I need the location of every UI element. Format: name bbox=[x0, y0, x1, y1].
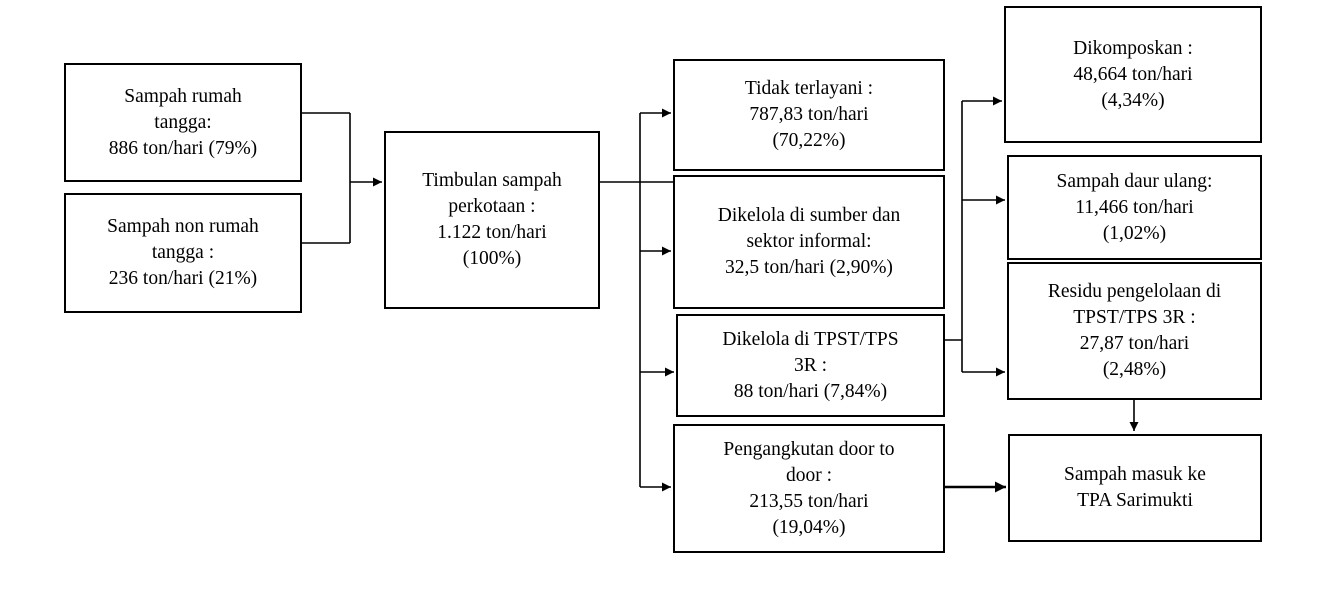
node-managed-at-tpst-line-2: 3R : bbox=[793, 354, 828, 376]
node-recycled-line-3: (1,02%) bbox=[1102, 222, 1167, 244]
node-door-to-door-collection-line-1: Pengangkutan door to bbox=[723, 438, 895, 460]
node-non-household-waste bbox=[64, 193, 302, 313]
node-composted-line-1: Dikomposkan : bbox=[1073, 37, 1193, 59]
node-non-household-waste-line-1: Sampah non rumah bbox=[107, 216, 259, 237]
node-non-household-waste-line-3: 236 ton/hari (21%) bbox=[108, 268, 258, 289]
node-managed-at-tpst-line-1: Dikelola di TPST/TPS bbox=[722, 328, 899, 350]
node-managed-at-tpst-line-3: 88 ton/hari (7,84%) bbox=[733, 380, 888, 402]
node-unserved-line-2: 787,83 ton/hari bbox=[749, 104, 869, 125]
node-door-to-door-collection-line-4: (19,04%) bbox=[772, 516, 846, 538]
node-unserved-line-3: (70,22%) bbox=[772, 130, 846, 151]
node-managed-at-source-informal-line-3: 32,5 ton/hari (2,90%) bbox=[725, 257, 893, 278]
node-landfill-sarimukti-line-1: Sampah masuk ke bbox=[1064, 464, 1206, 485]
node-composted-line-2: 48,664 ton/hari bbox=[1073, 63, 1193, 85]
node-processing-residue-line-2: TPST/TPS 3R : bbox=[1073, 307, 1196, 328]
node-total-urban-waste-line-2: perkotaan : bbox=[448, 196, 536, 217]
node-managed-at-source-informal-line-2: sektor informal: bbox=[746, 231, 872, 252]
node-household-waste-line-1: Sampah rumah bbox=[124, 85, 242, 107]
node-total-urban-waste bbox=[384, 131, 600, 309]
node-processing-residue bbox=[1007, 262, 1262, 400]
node-household-waste-line-3: 886 ton/hari (79%) bbox=[108, 137, 258, 159]
node-total-urban-waste-line-1: Timbulan sampah bbox=[422, 170, 562, 191]
node-landfill-sarimukti-line-2: TPA Sarimukti bbox=[1077, 490, 1193, 511]
node-door-to-door-collection bbox=[673, 424, 945, 553]
node-managed-at-source-informal bbox=[673, 175, 945, 309]
node-unserved bbox=[673, 59, 945, 171]
node-household-waste bbox=[64, 63, 302, 182]
node-unserved-line-1: Tidak terlayani : bbox=[744, 78, 874, 99]
node-processing-residue-line-3: 27,87 ton/hari bbox=[1079, 333, 1190, 354]
node-processing-residue-line-4: (2,48%) bbox=[1102, 359, 1167, 380]
node-processing-residue-line-1: Residu pengelolaan di bbox=[1047, 281, 1222, 302]
node-non-household-waste-line-2: tangga : bbox=[151, 242, 215, 263]
node-total-urban-waste-line-3: 1.122 ton/hari bbox=[437, 222, 547, 243]
node-composted bbox=[1004, 6, 1262, 143]
node-door-to-door-collection-line-2: door : bbox=[785, 464, 833, 486]
node-door-to-door-collection-line-3: 213,55 ton/hari bbox=[749, 490, 869, 512]
node-managed-at-source-informal-line-1: Dikelola di sumber dan bbox=[717, 205, 901, 226]
node-total-urban-waste-line-4: (100%) bbox=[462, 248, 522, 269]
node-composted-line-3: (4,34%) bbox=[1101, 89, 1165, 111]
node-household-waste-line-2: tangga: bbox=[154, 111, 212, 133]
node-managed-at-tpst bbox=[676, 314, 945, 417]
node-recycled bbox=[1007, 155, 1262, 260]
node-recycled-line-2: 11,466 ton/hari bbox=[1075, 196, 1194, 218]
node-recycled-line-1: Sampah daur ulang: bbox=[1056, 170, 1213, 192]
node-landfill-sarimukti bbox=[1008, 434, 1262, 542]
